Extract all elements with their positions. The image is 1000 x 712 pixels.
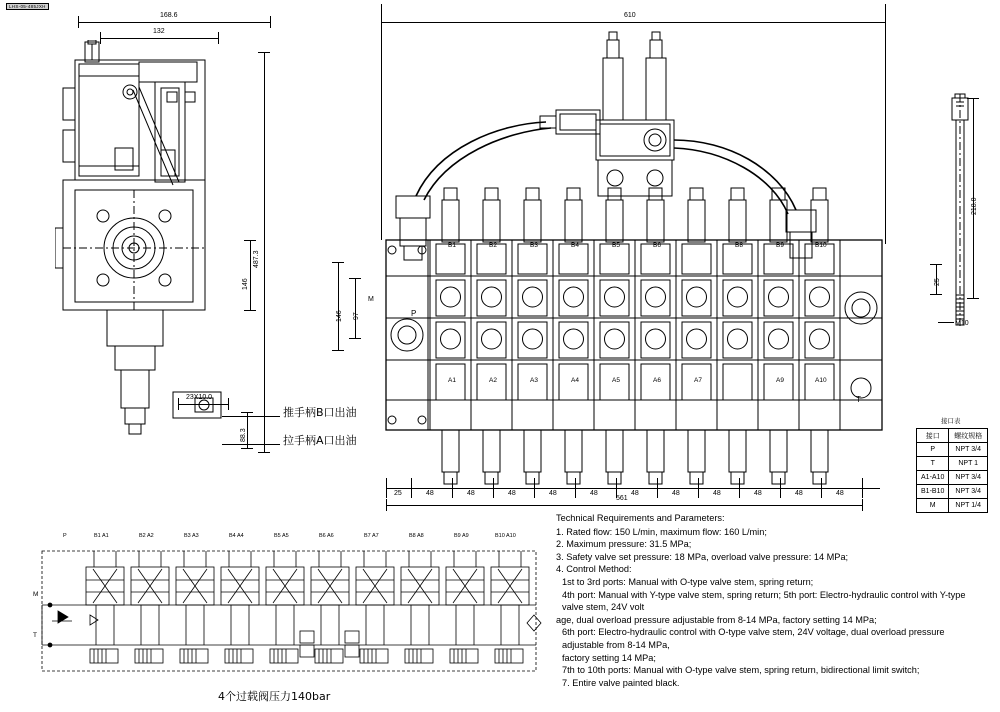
note-pull-handle: 拉手柄A口出油 [283, 434, 357, 447]
tie-rod-geometry [930, 90, 1000, 400]
port-A6: A6 [653, 377, 661, 384]
drawing-corner-tag: LHS-05-485JXH [6, 3, 49, 10]
seg-dim-8: 48 [713, 490, 721, 497]
dim-25: 25 [934, 278, 941, 286]
label-M-main: M [368, 296, 374, 303]
table-row [917, 443, 988, 457]
table-row [917, 457, 988, 471]
dim-487-3: 487.3 [253, 250, 260, 268]
schem-label-M: M [33, 591, 39, 598]
tech-item-3: 3. Safety valve set pressure: 18 MPa, overload valve pressure: 14 MPa; [556, 551, 849, 562]
tech-item-4d: 6th port: Electro-hydraulic control with O-type valve stem, 24V voltage, dual overload pressure adjustable from 8-14 MPa, [562, 627, 945, 650]
tech-item-4: 4. Control Method: [556, 564, 632, 575]
seg-dim-4: 48 [549, 490, 557, 497]
schem-label-B1A1: B1 A1 [94, 533, 109, 539]
thread-cell: NPT 3/4 [949, 471, 988, 485]
port-table-title: 接口表 [941, 418, 961, 425]
schematic-caption: 4个过载阀压力140bar [218, 690, 331, 703]
dim-610: 610 [624, 12, 636, 19]
seg-dim-0: 25 [394, 490, 402, 497]
port-A9: A9 [776, 377, 784, 384]
schem-label-P: P [63, 533, 67, 539]
seg-dim-3: 48 [508, 490, 516, 497]
schem-label-B9A9: B9 A9 [454, 533, 469, 539]
schem-label-T: T [33, 632, 37, 639]
port-B10: B10 [815, 242, 827, 249]
port-A1: A1 [448, 377, 456, 384]
port-B2: B2 [489, 242, 497, 249]
port-A2: A2 [489, 377, 497, 384]
dim-88-3: 88.3 [240, 428, 247, 442]
schem-label-B3A3: B3 A3 [184, 533, 199, 539]
schematic-geometry [38, 545, 548, 685]
port-cell: T [917, 457, 949, 471]
tech-item-2: 2. Maximum pressure: 31.5 MPa; [556, 539, 692, 550]
dim-218-0: 218.0 [971, 197, 978, 215]
port-table-header-port: 接口 [917, 429, 949, 443]
tech-item-4b: 4th port: Manual with Y-type valve stem, spring return; 5th port: Electro-hydraulic control with Y-type valve stem, 24V volt [562, 589, 966, 613]
port-table-header-thread: 螺纹规格 [949, 429, 988, 443]
tech-title: Technical Requirements and Parameters: [556, 513, 725, 523]
port-B3: B3 [530, 242, 538, 249]
table-row [917, 499, 988, 513]
port-cell: P [917, 443, 949, 457]
port-table [916, 416, 988, 513]
tech-item-4c: age, dual overload pressure adjustable from 8-14 MPa, factory setting 14 MPa; [556, 614, 877, 625]
side-view-geometry [55, 40, 355, 500]
dim-561: 561 [616, 495, 628, 502]
seg-dim-6: 48 [631, 490, 639, 497]
port-P: P [411, 309, 417, 318]
schem-label-B7A7: B7 A7 [364, 533, 379, 539]
seg-dim-5: 48 [590, 490, 598, 497]
tech-item-4f: 7th to 10th ports: Manual with O-type valve stem, spring return, bidirectional limit switch; [562, 665, 920, 676]
schem-label-B2A2: B2 A2 [139, 533, 154, 539]
seg-dim-10: 48 [795, 490, 803, 497]
port-B9: B9 [776, 242, 784, 249]
port-cell: M [917, 499, 949, 513]
port-A4: A4 [571, 377, 579, 384]
port-cell: A1-A10 [917, 471, 949, 485]
thread-M10: M10 [955, 320, 969, 327]
thread-cell: NPT 3/4 [949, 485, 988, 499]
valve-assembly-geometry [378, 28, 898, 508]
seg-dim-11: 48 [836, 490, 844, 497]
note-push-handle: 推手柄B口出油 [283, 406, 357, 419]
seg-dim-1: 48 [426, 490, 434, 497]
tech-item-4a: 1st to 3rd ports: Manual with O-type valve stem, spring return; [562, 576, 814, 587]
thread-cell: NPT 1/4 [949, 499, 988, 513]
schem-label-B10A10: B10 A10 [495, 533, 516, 539]
port-T: T [856, 395, 861, 404]
port-B5: B5 [612, 242, 620, 249]
port-A5: A5 [612, 377, 620, 384]
dim-23x10: 23X10.0 [186, 394, 213, 401]
port-A10: A10 [815, 377, 827, 384]
tech-item-4e: factory setting 14 MPa; [562, 652, 656, 663]
tech-item-7: 7. Entire valve painted black. [562, 677, 680, 688]
seg-dim-2: 48 [467, 490, 475, 497]
dim-132: 132 [153, 28, 165, 35]
table-row [917, 471, 988, 485]
port-B1: B1 [448, 242, 456, 249]
port-A7: A7 [694, 377, 702, 384]
schem-label-B6A6: B6 A6 [319, 533, 334, 539]
tech-item-1: 1. Rated flow: 150 L/min, maximum flow: 160 L/min; [556, 526, 767, 537]
schem-label-B8A8: B8 A8 [409, 533, 424, 539]
dim-146-side: 146 [242, 278, 249, 290]
schem-label-B5A5: B5 A5 [274, 533, 289, 539]
dim-168-6: 168.6 [160, 12, 178, 19]
port-B8: B8 [735, 242, 743, 249]
port-cell: B1-B10 [917, 485, 949, 499]
port-B4: B4 [571, 242, 579, 249]
port-B6: B6 [653, 242, 661, 249]
schem-label-B4A4: B4 A4 [229, 533, 244, 539]
seg-dim-7: 48 [672, 490, 680, 497]
thread-cell: NPT 3/4 [949, 443, 988, 457]
technical-requirements [556, 512, 986, 689]
port-A3: A3 [530, 377, 538, 384]
table-row [917, 485, 988, 499]
dim-97: 97 [353, 312, 360, 320]
seg-dim-9: 48 [754, 490, 762, 497]
dim-146-main: 146 [336, 310, 343, 322]
thread-cell: NPT 1 [949, 457, 988, 471]
